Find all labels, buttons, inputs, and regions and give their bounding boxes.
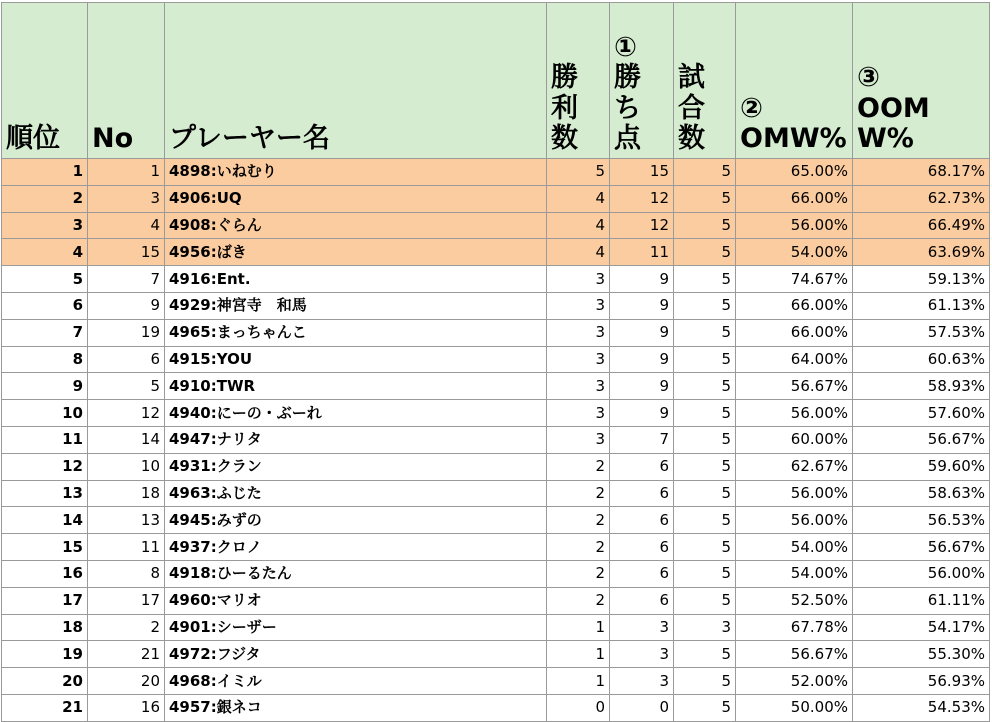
cell-points[interactable]: 3 xyxy=(610,668,674,695)
cell-no[interactable]: 1 xyxy=(88,159,165,186)
cell-points[interactable]: 3 xyxy=(610,614,674,641)
table-row xyxy=(2,534,990,561)
cell-rank[interactable]: 20 xyxy=(2,668,88,695)
cell-omw[interactable]: 54.00% xyxy=(736,239,853,266)
cell-oomw[interactable]: 56.67% xyxy=(853,426,990,453)
cell-wins[interactable]: 2 xyxy=(547,534,610,561)
header-matches-text: 試合数 xyxy=(678,62,705,154)
cell-rank[interactable]: 12 xyxy=(2,453,88,480)
cell-matches[interactable]: 5 xyxy=(674,507,736,534)
cell-no[interactable]: 12 xyxy=(88,400,165,427)
table-row xyxy=(2,426,990,453)
table-row xyxy=(2,614,990,641)
cell-matches[interactable]: 5 xyxy=(674,668,736,695)
cell-omw[interactable]: 52.00% xyxy=(736,668,853,695)
table-row xyxy=(2,185,990,212)
cell-oomw[interactable]: 60.63% xyxy=(853,346,990,373)
cell-oomw[interactable]: 56.93% xyxy=(853,668,990,695)
header-omw-text: ② OMW% xyxy=(740,92,847,154)
cell-player-name[interactable]: 4940:にーの・ぶーれ xyxy=(165,400,547,427)
cell-omw[interactable]: 54.00% xyxy=(736,560,853,587)
cell-no[interactable]: 5 xyxy=(88,373,165,400)
standings-sheet xyxy=(1,2,990,722)
table-row xyxy=(2,212,990,239)
cell-player-name[interactable]: 4957:銀ネコ xyxy=(165,694,547,721)
cell-omw[interactable]: 60.00% xyxy=(736,426,853,453)
cell-points[interactable]: 0 xyxy=(610,694,674,721)
cell-no[interactable]: 21 xyxy=(88,641,165,668)
cell-matches[interactable]: 5 xyxy=(674,560,736,587)
cell-wins[interactable]: 2 xyxy=(547,480,610,507)
cell-no[interactable]: 8 xyxy=(88,560,165,587)
table-row xyxy=(2,266,990,293)
cell-wins[interactable]: 0 xyxy=(547,694,610,721)
cell-rank[interactable]: 2 xyxy=(2,185,88,212)
table-row xyxy=(2,480,990,507)
cell-matches[interactable]: 5 xyxy=(674,534,736,561)
cell-wins[interactable]: 3 xyxy=(547,373,610,400)
cell-rank[interactable]: 7 xyxy=(2,319,88,346)
cell-no[interactable]: 2 xyxy=(88,614,165,641)
cell-rank[interactable]: 10 xyxy=(2,400,88,427)
cell-points[interactable]: 3 xyxy=(610,641,674,668)
cell-player-name[interactable]: 4908:ぐらん xyxy=(165,212,547,239)
cell-points[interactable]: 7 xyxy=(610,426,674,453)
cell-matches[interactable]: 5 xyxy=(674,346,736,373)
cell-matches[interactable]: 5 xyxy=(674,373,736,400)
cell-no[interactable]: 7 xyxy=(88,266,165,293)
cell-player-name[interactable]: 4960:マリオ xyxy=(165,587,547,614)
header-omw[interactable] xyxy=(736,3,853,159)
cell-matches[interactable]: 5 xyxy=(674,212,736,239)
cell-wins[interactable]: 5 xyxy=(547,159,610,186)
cell-points[interactable]: 9 xyxy=(610,373,674,400)
header-oomw[interactable] xyxy=(853,3,990,159)
cell-omw[interactable]: 62.67% xyxy=(736,453,853,480)
cell-matches[interactable]: 5 xyxy=(674,400,736,427)
cell-player-name[interactable]: 4918:ひーるたん xyxy=(165,560,547,587)
cell-matches[interactable]: 5 xyxy=(674,480,736,507)
cell-player-name[interactable]: 4915:YOU xyxy=(165,346,547,373)
table-row xyxy=(2,346,990,373)
cell-oomw[interactable]: 62.73% xyxy=(853,185,990,212)
table-row xyxy=(2,507,990,534)
header-oomw-text: ③ OOMW% xyxy=(857,62,930,154)
cell-no[interactable]: 10 xyxy=(88,453,165,480)
cell-rank[interactable]: 13 xyxy=(2,480,88,507)
cell-no[interactable]: 16 xyxy=(88,694,165,721)
cell-player-name[interactable]: 4906:UQ xyxy=(165,185,547,212)
cell-rank[interactable]: 16 xyxy=(2,560,88,587)
cell-matches[interactable]: 5 xyxy=(674,426,736,453)
cell-omw[interactable]: 67.78% xyxy=(736,614,853,641)
cell-wins[interactable]: 3 xyxy=(547,292,610,319)
cell-wins[interactable]: 4 xyxy=(547,239,610,266)
cell-omw[interactable]: 56.00% xyxy=(736,507,853,534)
cell-points[interactable]: 9 xyxy=(610,346,674,373)
table-row xyxy=(2,292,990,319)
cell-matches[interactable]: 5 xyxy=(674,319,736,346)
cell-omw[interactable]: 56.00% xyxy=(736,212,853,239)
cell-rank[interactable]: 15 xyxy=(2,534,88,561)
cell-points[interactable]: 6 xyxy=(610,507,674,534)
cell-oomw[interactable]: 56.67% xyxy=(853,534,990,561)
cell-no[interactable]: 14 xyxy=(88,426,165,453)
cell-omw[interactable]: 50.00% xyxy=(736,694,853,721)
cell-omw[interactable]: 66.00% xyxy=(736,185,853,212)
cell-player-name[interactable]: 4898:いねむり xyxy=(165,159,547,186)
cell-matches[interactable]: 5 xyxy=(674,159,736,186)
cell-wins[interactable]: 2 xyxy=(547,507,610,534)
cell-player-name[interactable]: 4945:みずの xyxy=(165,507,547,534)
cell-points[interactable]: 6 xyxy=(610,587,674,614)
cell-no[interactable]: 13 xyxy=(88,507,165,534)
header-no[interactable]: No xyxy=(88,3,165,159)
cell-player-name[interactable]: 4910:TWR xyxy=(165,373,547,400)
cell-matches[interactable]: 5 xyxy=(674,587,736,614)
cell-no[interactable]: 18 xyxy=(88,480,165,507)
header-rank[interactable]: 順位 xyxy=(2,3,88,159)
cell-wins[interactable]: 3 xyxy=(547,346,610,373)
cell-omw[interactable]: 56.67% xyxy=(736,373,853,400)
cell-points[interactable]: 11 xyxy=(610,239,674,266)
cell-no[interactable]: 11 xyxy=(88,534,165,561)
table-row xyxy=(2,373,990,400)
table-row xyxy=(2,453,990,480)
cell-rank[interactable]: 9 xyxy=(2,373,88,400)
cell-oomw[interactable]: 57.60% xyxy=(853,400,990,427)
cell-omw[interactable]: 74.67% xyxy=(736,266,853,293)
cell-points[interactable]: 12 xyxy=(610,212,674,239)
cell-no[interactable]: 4 xyxy=(88,212,165,239)
cell-player-name[interactable]: 4929:神宮寺 和馬 xyxy=(165,292,547,319)
cell-rank[interactable]: 8 xyxy=(2,346,88,373)
cell-rank[interactable]: 3 xyxy=(2,212,88,239)
cell-oomw[interactable]: 57.53% xyxy=(853,319,990,346)
cell-points[interactable]: 9 xyxy=(610,266,674,293)
cell-oomw[interactable]: 61.11% xyxy=(853,587,990,614)
cell-points[interactable]: 6 xyxy=(610,560,674,587)
cell-player-name[interactable]: 4901:シーザー xyxy=(165,614,547,641)
header-wins[interactable] xyxy=(547,3,610,159)
cell-points[interactable]: 6 xyxy=(610,534,674,561)
cell-rank[interactable]: 14 xyxy=(2,507,88,534)
cell-wins[interactable]: 1 xyxy=(547,614,610,641)
cell-oomw[interactable]: 54.17% xyxy=(853,614,990,641)
cell-rank[interactable]: 21 xyxy=(2,694,88,721)
cell-matches[interactable]: 3 xyxy=(674,614,736,641)
cell-points[interactable]: 6 xyxy=(610,453,674,480)
header-points-text: ①勝ち点 xyxy=(614,32,641,154)
cell-oomw[interactable]: 58.93% xyxy=(853,373,990,400)
table-row xyxy=(2,319,990,346)
cell-oomw[interactable]: 56.00% xyxy=(853,560,990,587)
header-points[interactable] xyxy=(610,3,674,159)
cell-wins[interactable]: 3 xyxy=(547,319,610,346)
cell-matches[interactable]: 5 xyxy=(674,453,736,480)
table-row xyxy=(2,159,990,186)
standings-body xyxy=(2,159,990,722)
cell-omw[interactable]: 65.00% xyxy=(736,159,853,186)
cell-wins[interactable]: 4 xyxy=(547,212,610,239)
cell-points[interactable]: 6 xyxy=(610,480,674,507)
cell-points[interactable]: 9 xyxy=(610,292,674,319)
table-row xyxy=(2,641,990,668)
cell-points[interactable]: 15 xyxy=(610,159,674,186)
cell-omw[interactable]: 66.00% xyxy=(736,319,853,346)
cell-wins[interactable]: 1 xyxy=(547,641,610,668)
cell-wins[interactable]: 3 xyxy=(547,426,610,453)
cell-wins[interactable]: 2 xyxy=(547,587,610,614)
table-row xyxy=(2,668,990,695)
cell-rank[interactable]: 5 xyxy=(2,266,88,293)
cell-wins[interactable]: 3 xyxy=(547,266,610,293)
cell-rank[interactable]: 18 xyxy=(2,614,88,641)
cell-omw[interactable]: 66.00% xyxy=(736,292,853,319)
cell-rank[interactable]: 1 xyxy=(2,159,88,186)
cell-omw[interactable]: 52.50% xyxy=(736,587,853,614)
header-player-name[interactable]: プレーヤー名 xyxy=(165,3,547,159)
cell-player-name[interactable]: 4965:まっちゃんこ xyxy=(165,319,547,346)
cell-matches[interactable]: 5 xyxy=(674,641,736,668)
header-wins-text: 勝利数 xyxy=(551,62,578,154)
cell-matches[interactable]: 5 xyxy=(674,239,736,266)
cell-wins[interactable]: 3 xyxy=(547,400,610,427)
cell-player-name[interactable]: 4916:Ent. xyxy=(165,266,547,293)
cell-rank[interactable]: 4 xyxy=(2,239,88,266)
cell-omw[interactable]: 56.00% xyxy=(736,400,853,427)
cell-rank[interactable]: 17 xyxy=(2,587,88,614)
cell-player-name[interactable]: 4968:イミル xyxy=(165,668,547,695)
cell-oomw[interactable]: 68.17% xyxy=(853,159,990,186)
cell-no[interactable]: 15 xyxy=(88,239,165,266)
cell-no[interactable]: 3 xyxy=(88,185,165,212)
cell-points[interactable]: 9 xyxy=(610,400,674,427)
cell-oomw[interactable]: 63.69% xyxy=(853,239,990,266)
standings-table xyxy=(1,2,990,722)
cell-rank[interactable]: 6 xyxy=(2,292,88,319)
cell-no[interactable]: 19 xyxy=(88,319,165,346)
cell-wins[interactable]: 2 xyxy=(547,453,610,480)
cell-oomw[interactable]: 61.13% xyxy=(853,292,990,319)
cell-matches[interactable]: 5 xyxy=(674,292,736,319)
cell-no[interactable]: 6 xyxy=(88,346,165,373)
table-row xyxy=(2,560,990,587)
cell-matches[interactable]: 5 xyxy=(674,694,736,721)
cell-oomw[interactable]: 55.30% xyxy=(853,641,990,668)
cell-wins[interactable]: 1 xyxy=(547,668,610,695)
header-row xyxy=(2,3,990,159)
cell-player-name[interactable]: 4956:ばき xyxy=(165,239,547,266)
cell-omw[interactable]: 56.00% xyxy=(736,480,853,507)
cell-rank[interactable]: 19 xyxy=(2,641,88,668)
table-row xyxy=(2,239,990,266)
table-row xyxy=(2,400,990,427)
cell-omw[interactable]: 64.00% xyxy=(736,346,853,373)
cell-omw[interactable]: 56.67% xyxy=(736,641,853,668)
cell-rank[interactable]: 11 xyxy=(2,426,88,453)
header-matches[interactable] xyxy=(674,3,736,159)
cell-matches[interactable]: 5 xyxy=(674,266,736,293)
cell-no[interactable]: 20 xyxy=(88,668,165,695)
cell-no[interactable]: 17 xyxy=(88,587,165,614)
cell-oomw[interactable]: 58.63% xyxy=(853,480,990,507)
cell-points[interactable]: 9 xyxy=(610,319,674,346)
cell-oomw[interactable]: 59.13% xyxy=(853,266,990,293)
cell-no[interactable]: 9 xyxy=(88,292,165,319)
cell-player-name[interactable]: 4963:ふじた xyxy=(165,480,547,507)
cell-oomw[interactable]: 54.53% xyxy=(853,694,990,721)
cell-oomw[interactable]: 59.60% xyxy=(853,453,990,480)
cell-player-name[interactable]: 4931:クラン xyxy=(165,453,547,480)
cell-points[interactable]: 12 xyxy=(610,185,674,212)
cell-player-name[interactable]: 4947:ナリタ xyxy=(165,426,547,453)
cell-player-name[interactable]: 4972:フジタ xyxy=(165,641,547,668)
table-row xyxy=(2,694,990,721)
cell-player-name[interactable]: 4937:クロノ xyxy=(165,534,547,561)
cell-wins[interactable]: 4 xyxy=(547,185,610,212)
cell-oomw[interactable]: 66.49% xyxy=(853,212,990,239)
cell-omw[interactable]: 54.00% xyxy=(736,534,853,561)
table-row xyxy=(2,587,990,614)
cell-matches[interactable]: 5 xyxy=(674,185,736,212)
cell-wins[interactable]: 2 xyxy=(547,560,610,587)
cell-oomw[interactable]: 56.53% xyxy=(853,507,990,534)
